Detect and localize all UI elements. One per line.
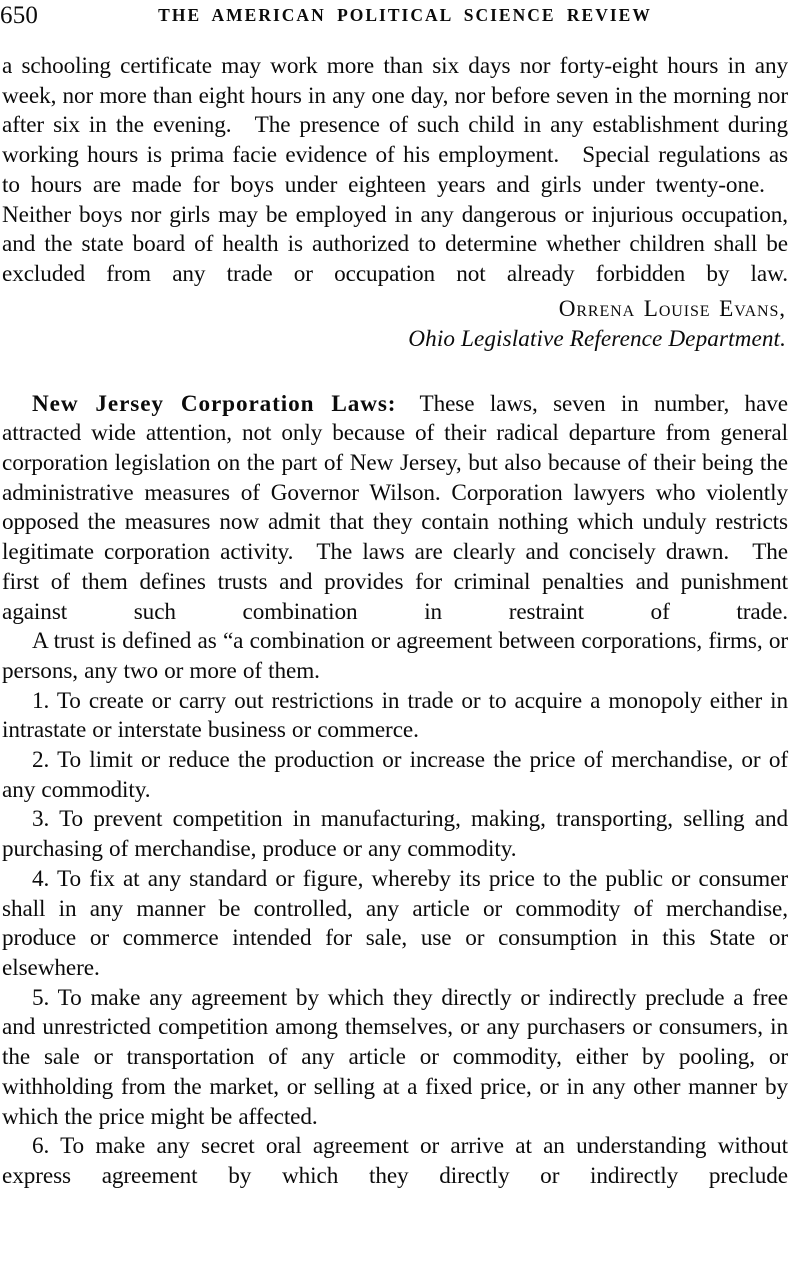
author-affiliation: Ohio Legislative Reference Department.	[408, 325, 786, 352]
enumerated-item-5: 5. To make any agreement by which they directly or indirectly preclude a free and unrestricted competition among themselves, or any purchasers or consumers, in the sale or transportation of any article or commodity, either by pooling, or withholding from the market, or selling at a fixed price, or in any other manner by which the price might be affected.	[2, 984, 788, 1130]
enumerated-item-3: 3. To prevent competition in manufacturing, making, transporting, selling and purchasing of merchandise, produce or any commodity.	[2, 806, 788, 863]
author-name: Orrena Louise Evans,	[558, 295, 786, 322]
enumerated-item-6: 6. To make any secret oral agreement or arrive at an understanding without express agreement by which they directly or indirectly preclude	[2, 1133, 788, 1189]
enumerated-item-2: 2. To limit or reduce the production or increase the price of merchandise, or of any commodity.	[2, 747, 788, 803]
journal-title: THE AMERICAN POLITICAL SCIENCE REVIEW	[158, 5, 652, 25]
signature-block	[2, 294, 788, 354]
section-runin-heading: New Jersey Corporation Laws:	[32, 390, 397, 417]
running-head	[0, 0, 800, 34]
page-number: 650	[0, 2, 39, 29]
section-spacer	[2, 354, 788, 390]
section-opening-text: These laws, seven in number, have attracted wide attention, not only because of their radical departure from general corporation legislation on the part of New Jersey, but also because of their being the administrative measures of Governor Wilson. Corporation lawyers who violently opposed the measures now admit that they contain nothing which unduly restricts legitimate corporation activity. The laws are clearly and concisely drawn. The first of them defines trusts and provides for criminal penalties and punishment against such combination in restraint of trade.	[2, 390, 789, 625]
continued-paragraph: a schooling certificate may work more than six days nor forty-eight hours in any week, nor more than eight hours in any one day, nor before seven in the morning nor after six in the evening. The presence of such child in any establishment during working hours is prima facie evidence of his employment. Special regulations as to hours are made for boys under eighteen years and girls under twenty-one. Neither boys nor girls may be employed in any dangerous or injurious occupation, and the state board of health is authorized to determine whether children shall be excluded from any trade or occupation not already forbidden by law.	[2, 53, 788, 287]
trust-definition-paragraph: A trust is defined as “a combination or agreement between corporations, firms, or persons, any two or more of them.	[2, 628, 788, 684]
text-column	[2, 52, 788, 1192]
enumerated-item-1: 1. To create or carry out restrictions in trade or to acquire a monopoly either in intrastate or interstate business or commerce.	[2, 687, 788, 744]
enumerated-item-4: 4. To fix at any standard or figure, whereby its price to the public or consumer shall in any manner be controlled, any article or commodity of merchandise, produce or commerce intended for sale, use or consumption in this State or elsewhere.	[2, 865, 788, 981]
section-opening-paragraph	[2, 390, 788, 628]
